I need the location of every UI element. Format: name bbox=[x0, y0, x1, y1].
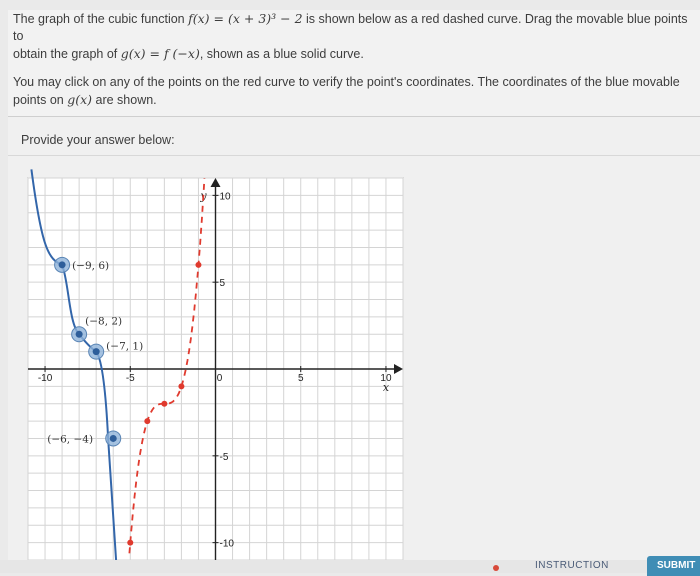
red-curve-point[interactable] bbox=[144, 418, 150, 424]
f-definition: f(x) = (x + 3)³ − 2 bbox=[188, 11, 303, 26]
submit-button[interactable]: SUBMIT bbox=[647, 556, 700, 576]
movable-point[interactable] bbox=[59, 261, 66, 268]
q-line2-suffix: , shown as a blue solid curve. bbox=[199, 47, 364, 61]
x-axis-label: x bbox=[382, 381, 390, 394]
x-tick-label: 0 bbox=[216, 373, 223, 384]
instruction-link[interactable]: INSTRUCTION bbox=[535, 560, 609, 571]
provide-answer-label: Provide your answer below: bbox=[21, 133, 175, 147]
movable-point[interactable] bbox=[93, 348, 100, 355]
g-name: g(x) bbox=[67, 92, 93, 107]
q-para2-prefix: points on bbox=[13, 93, 68, 107]
x-tick-label: 10 bbox=[380, 373, 392, 384]
y-axis-label: y bbox=[200, 189, 207, 203]
movable-point-label: (−9, 6) bbox=[72, 259, 110, 272]
movable-point-label: (−7, 1) bbox=[106, 340, 144, 353]
q-line1-prefix: The graph of the cubic function bbox=[13, 12, 189, 26]
q-line1-suffix: is shown below as a red dashed curve. Drag the movable blue points to bbox=[13, 12, 688, 43]
x-tick-label: 5 bbox=[297, 373, 304, 384]
y-tick-label: -5 bbox=[219, 451, 229, 463]
red-curve-point[interactable] bbox=[127, 540, 133, 546]
g-definition: g(x) = f (−x) bbox=[120, 46, 200, 61]
movable-point-label: (−6, −4) bbox=[47, 433, 94, 446]
red-curve-point[interactable] bbox=[178, 383, 184, 389]
x-tick-label: -5 bbox=[125, 373, 135, 384]
y-tick-label: -10 bbox=[219, 538, 234, 550]
red-curve-point[interactable] bbox=[161, 401, 167, 407]
progress-dot bbox=[493, 565, 499, 571]
x-tick-label: -10 bbox=[37, 373, 53, 384]
q-para2-line1: You may click on any of the points on the red curve to verify the point's coordinates. The coordinates of the blue movable bbox=[13, 75, 680, 89]
y-tick-label: 10 bbox=[219, 191, 231, 203]
q-para2-suffix: are shown. bbox=[92, 93, 157, 107]
q-line2-prefix: obtain the graph of bbox=[13, 47, 121, 61]
movable-point[interactable] bbox=[76, 331, 83, 338]
movable-point[interactable] bbox=[110, 435, 117, 442]
red-curve-point[interactable] bbox=[195, 262, 201, 268]
y-tick-label: 5 bbox=[219, 278, 226, 290]
movable-point-label: (−8, 2) bbox=[85, 315, 123, 328]
